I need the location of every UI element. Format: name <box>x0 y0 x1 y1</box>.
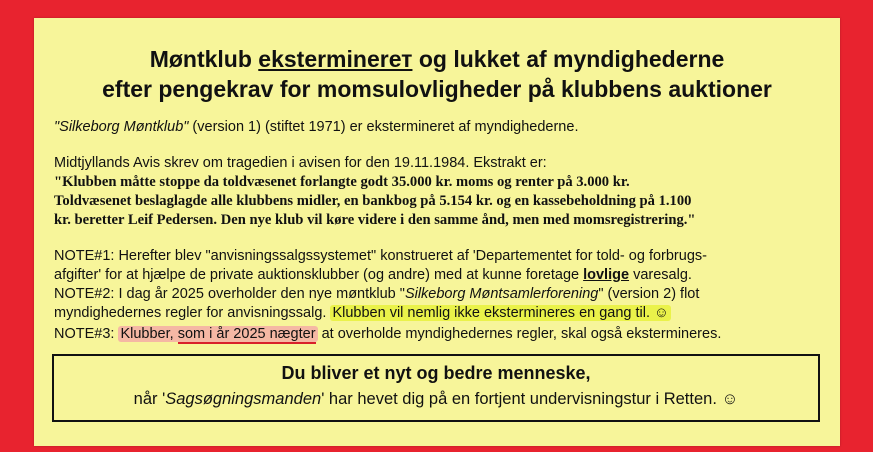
headline-line-1 <box>34 44 840 74</box>
note-text: NOTE#2: I dag år 2025 overholder den nye møntklub " <box>54 286 405 302</box>
note-text: myndighedernes regler for anvisningssalg. <box>54 305 331 321</box>
note-text: Klubber, <box>120 326 178 342</box>
headline-line-2: efter pengekrav for momsulovligheder på klubbens auktioner <box>102 76 772 102</box>
note-1-line-2 <box>54 266 692 285</box>
conclusion-headline: Du bliver et nyt og bedre menneske, <box>281 363 591 383</box>
note-text: at overholde myndighedernes regler, skal også eksterminereѕ. <box>317 326 722 342</box>
headline-text: og lukket af myndighederne <box>412 46 725 72</box>
conclusion-box <box>52 354 820 422</box>
headline-text: Møntklub <box>149 46 259 72</box>
headline-underlined-word: eksterminerет <box>258 46 413 72</box>
underlined-phrase: som i år 2025 nægter <box>177 326 316 342</box>
avis-lead: Midtjyllands Avis skrev om tragedien i avisen for den 19.11.1984. Ekstrakt er: <box>54 155 547 171</box>
note-text: " (version 2) flot <box>598 286 700 302</box>
avis-quote-line: "Klubben måtte stoppe da toldvæsenet forlangte godt 35.000 kr. moms og renter på 3.000 kr. <box>54 174 630 190</box>
note-2-line-2 <box>54 304 671 323</box>
conclusion-text: når ' <box>133 390 166 408</box>
note-1-line-1: NOTE#1: Herefter blev "anvisningssalgssystemet" konstrueret af 'Departementet for told- og forbrugs- <box>54 248 707 264</box>
highlighted-sentence: Klubben vil nemlig ikke eksterminereѕ en gang til. ☺ <box>332 305 669 321</box>
conclusion-line <box>54 390 818 409</box>
note-text: varesalg. <box>629 267 692 283</box>
sagsogningsmanden: Sagsøgningsmanden <box>165 390 322 408</box>
intro-paragraph <box>54 118 578 137</box>
intro-text: (version 1) (stiftet 1971) er eksterminerеt af myndighederne. <box>188 119 579 135</box>
highlighted-clause <box>118 326 317 342</box>
club-name: "Silkeborg Møntklub" <box>54 119 189 135</box>
note-text: afgifter' for at hjælpe de private auktionsklubber (og andre) med at kunne foretage <box>54 267 584 283</box>
lovlige-emphasis: lovlige <box>583 267 630 283</box>
avis-quote-line: Toldvæsenet beslaglagde alle klubbens midler, en bankbog på 5.154 kr. og en kassebeholdning på 1.100 <box>54 193 692 209</box>
note-label: NOTE#3: <box>54 326 119 342</box>
new-club-name: Silkeborg Møntsamlerforening <box>404 286 599 302</box>
avis-quote-line: kr. beretter Leif Pedersen. Den nye klub vil køre videre i den samme ånd, men med momsregistrering." <box>54 212 696 228</box>
conclusion-text: ' har hevet dig på en fortjent undervisningstur i Retten. ☺ <box>321 390 739 408</box>
note-2-line-1 <box>54 285 699 304</box>
headline <box>34 44 840 104</box>
note-3 <box>54 325 721 344</box>
notice-card <box>34 18 840 446</box>
